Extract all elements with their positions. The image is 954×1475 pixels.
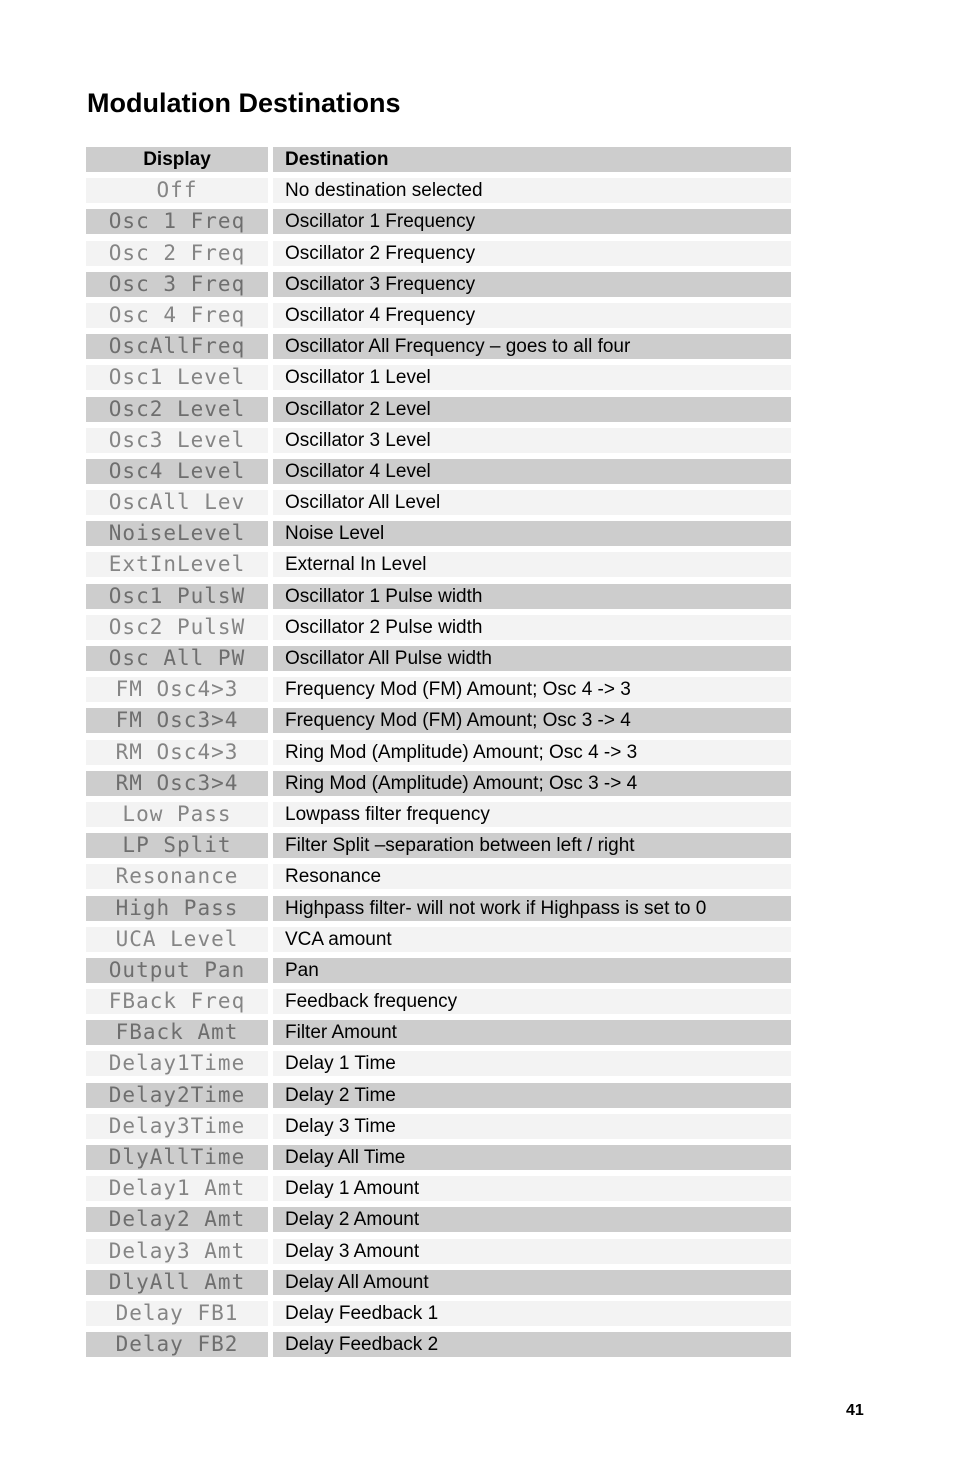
table-row [86,581,791,612]
display-cell: Delay FB1 [86,1301,268,1326]
destination-cell: Oscillator 1 Level [273,365,791,390]
table-body [86,175,791,1360]
table-row [86,394,791,425]
display-cell: Osc 1 Freq [86,209,268,234]
page-title: Modulation Destinations [87,88,401,118]
display-cell: Osc 4 Freq [86,303,268,328]
display-cell: Osc 2 Freq [86,241,268,266]
page-number: 41 [846,1402,864,1419]
display-cell: NoiseLevel [86,521,268,546]
display-cell: Delay1 Amt [86,1176,268,1201]
table-row [86,456,791,487]
table-row [86,705,791,736]
display-cell: FM Osc3>4 [86,708,268,733]
destination-cell: Delay All Amount [273,1270,791,1295]
display-cell: DlyAllTime [86,1145,268,1170]
table-row [86,1204,791,1235]
table-row [86,518,791,549]
table-row [86,238,791,269]
table-row [86,1017,791,1048]
destination-cell: Oscillator All Pulse width [273,646,791,671]
display-cell: LP Split [86,833,268,858]
display-cell: Osc All PW [86,646,268,671]
display-cell: Delay1Time [86,1051,268,1076]
destination-cell: Pan [273,958,791,983]
destination-column-header: Destination [273,147,791,172]
destination-cell: Delay 3 Time [273,1114,791,1139]
table-row [86,1142,791,1173]
destination-cell: Ring Mod (Amplitude) Amount; Osc 3 -> 4 [273,771,791,796]
table-row [86,924,791,955]
display-cell: OscAllFreq [86,334,268,359]
table-row [86,893,791,924]
destination-cell: Delay 1 Time [273,1051,791,1076]
table-row [86,861,791,892]
destination-cell: Oscillator All Level [273,490,791,515]
table-row [86,425,791,456]
table-row [86,362,791,393]
display-cell: Delay FB2 [86,1332,268,1357]
display-cell: Delay2Time [86,1083,268,1108]
table-row [86,986,791,1017]
display-cell: Osc2 Level [86,397,268,422]
display-cell: Delay2 Amt [86,1207,268,1232]
display-cell: Resonance [86,864,268,889]
table-row [86,612,791,643]
destination-cell: Delay 2 Amount [273,1207,791,1232]
display-cell: Delay3Time [86,1114,268,1139]
display-cell: ExtInLevel [86,552,268,577]
destination-cell: Oscillator 4 Frequency [273,303,791,328]
display-cell: Delay3 Amt [86,1239,268,1264]
display-cell: Osc1 Level [86,365,268,390]
table-row [86,1329,791,1360]
destination-cell: Oscillator 4 Level [273,459,791,484]
display-cell: FBack Amt [86,1020,268,1045]
display-cell: UCA Level [86,927,268,952]
display-cell: Osc3 Level [86,428,268,453]
destination-cell: Delay 1 Amount [273,1176,791,1201]
table-row [86,549,791,580]
destination-cell: Oscillator 2 Pulse width [273,615,791,640]
table-row [86,768,791,799]
table-row [86,300,791,331]
display-cell: FBack Freq [86,989,268,1014]
table-row [86,1298,791,1329]
display-cell: Osc2 PulsW [86,615,268,640]
destination-cell: Delay 3 Amount [273,1239,791,1264]
destination-cell: Delay Feedback 1 [273,1301,791,1326]
table-row [86,799,791,830]
table-row [86,674,791,705]
table-row [86,269,791,300]
destination-cell: External In Level [273,552,791,577]
table-row [86,830,791,861]
table-row [86,1173,791,1204]
table-row [86,737,791,768]
table-row [86,1236,791,1267]
display-cell: Osc1 PulsW [86,584,268,609]
table-row [86,643,791,674]
table-row [86,175,791,206]
table-row [86,955,791,986]
destination-cell: Delay All Time [273,1145,791,1170]
table-row [86,1111,791,1142]
table-row [86,1267,791,1298]
destination-cell: Delay 2 Time [273,1083,791,1108]
destination-cell: Oscillator 3 Frequency [273,272,791,297]
destination-cell: VCA amount [273,927,791,952]
display-cell: High Pass [86,896,268,921]
display-cell: Output Pan [86,958,268,983]
table-row [86,1048,791,1079]
destination-cell: Oscillator 2 Frequency [273,241,791,266]
display-cell: Low Pass [86,802,268,827]
destination-cell: Oscillator 3 Level [273,428,791,453]
display-cell: OscAll Lev [86,490,268,515]
display-cell: Off [86,178,268,203]
destination-cell: Ring Mod (Amplitude) Amount; Osc 4 -> 3 [273,740,791,765]
destination-cell: Filter Split –separation between left / right [273,833,791,858]
destination-cell: Highpass filter- will not work if Highpass is set to 0 [273,896,791,921]
destination-cell: Lowpass filter frequency [273,802,791,827]
destination-cell: No destination selected [273,178,791,203]
display-cell: DlyAll Amt [86,1270,268,1295]
destination-cell: Filter Amount [273,1020,791,1045]
destination-cell: Resonance [273,864,791,889]
display-cell: RM Osc3>4 [86,771,268,796]
display-cell: Osc4 Level [86,459,268,484]
destination-cell: Oscillator 1 Pulse width [273,584,791,609]
destination-cell: Oscillator 1 Frequency [273,209,791,234]
modulation-destinations-table [86,144,791,1360]
destination-cell: Oscillator All Frequency – goes to all four [273,334,791,359]
destination-cell: Noise Level [273,521,791,546]
table-header-row [86,144,791,175]
table-row [86,206,791,237]
table-row [86,331,791,362]
destination-cell: Delay Feedback 2 [273,1332,791,1357]
destination-cell: Oscillator 2 Level [273,397,791,422]
destination-cell: Frequency Mod (FM) Amount; Osc 3 -> 4 [273,708,791,733]
display-column-header: Display [86,147,268,172]
destination-cell: Frequency Mod (FM) Amount; Osc 4 -> 3 [273,677,791,702]
display-cell: RM Osc4>3 [86,740,268,765]
display-cell: Osc 3 Freq [86,272,268,297]
destination-cell: Feedback frequency [273,989,791,1014]
table-row [86,487,791,518]
table-row [86,1080,791,1111]
display-cell: FM Osc4>3 [86,677,268,702]
